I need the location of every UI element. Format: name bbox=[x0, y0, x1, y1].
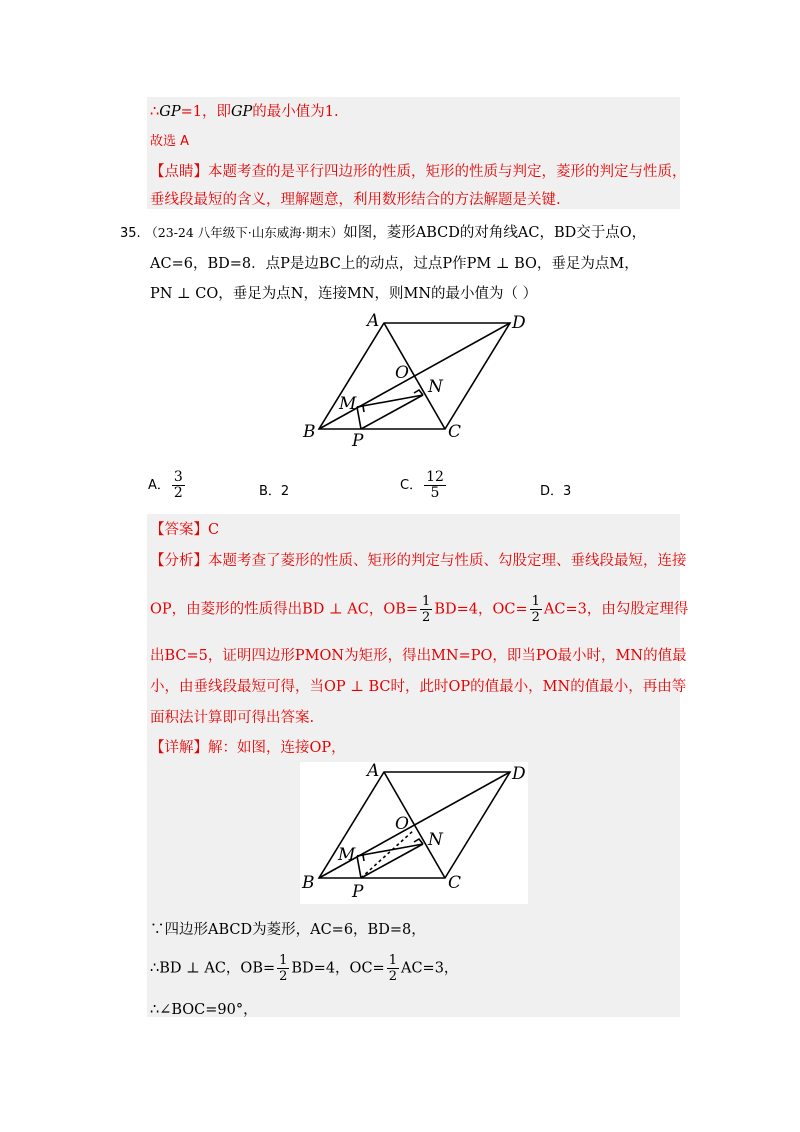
prev-comment-1: 【点睛】本题考查的是平行四边形的性质，矩形的性质与判定，菱形的判定与性质， bbox=[150, 164, 687, 180]
question-number: 35. bbox=[120, 226, 141, 241]
option-b[interactable]: B．2 bbox=[259, 484, 290, 499]
label-A-2: A bbox=[367, 762, 380, 781]
answer-label: 【答案】C bbox=[150, 522, 220, 538]
question-line-1: 35. （23-24 八年级下·山东威海·期末）如图，菱形ABCD的对角线AC，BD交于点O， bbox=[120, 225, 647, 241]
label-M: M bbox=[339, 394, 357, 414]
analysis-line-5: 面积法计算即可得出答案. bbox=[150, 710, 315, 726]
analysis-line-2: OP，由菱形的性质得出BD ⊥ AC，OB= $\frac{1}{2}$ BD=4，OC= $\frac{1}{2}$ AC=3，由勾股定理得 bbox=[150, 594, 689, 625]
label-M-2: M bbox=[338, 845, 356, 865]
label-N: N bbox=[428, 377, 443, 397]
prev-choice: 故选 A bbox=[150, 134, 190, 149]
step-3: ∴∠BOC=90°， bbox=[150, 1002, 258, 1018]
option-a[interactable]: A． $\frac{3}{2}$ bbox=[148, 469, 183, 501]
label-B: B bbox=[303, 422, 316, 442]
label-O-2: O bbox=[395, 814, 409, 834]
analysis-line-1: 【分析】本题考查了菱形的性质、矩形的判定与性质、勾股定理、垂线段最短，连接 bbox=[150, 553, 687, 569]
label-O: O bbox=[395, 363, 409, 383]
rhombus-figure bbox=[295, 308, 535, 453]
rhombus-figure-solution bbox=[300, 762, 528, 904]
label-P-2: P bbox=[352, 882, 364, 902]
analysis-line-3: 出BC=5，证明四边形PMON为矩形，得出MN=PO，即当PO最小时，MN的值最 bbox=[150, 648, 687, 664]
question-source: （23-24 八年级下·山东威海·期末） bbox=[145, 225, 344, 240]
prev-comment-2: 垂线段最短的含义，理解题意，利用数形结合的方法解题是关键. bbox=[150, 192, 561, 208]
detail-line-1: 【详解】解：如图，连接OP， bbox=[150, 740, 346, 756]
step-1: ∵四边形ABCD为菱形，AC=6，BD=8， bbox=[150, 922, 426, 938]
label-N-2: N bbox=[428, 830, 443, 850]
label-C: C bbox=[448, 422, 462, 442]
label-B-2: B bbox=[302, 873, 315, 893]
label-P: P bbox=[352, 431, 364, 451]
option-c[interactable]: C． $\frac{12}{5}$ bbox=[400, 469, 444, 501]
option-d[interactable]: D．3 bbox=[540, 484, 572, 499]
label-D-2: D bbox=[512, 764, 526, 784]
label-D: D bbox=[512, 313, 526, 333]
analysis-line-4: 小，由垂线段最短可得，当OP ⊥ BC时，此时OP的值最小，MN的值最小，再由等 bbox=[150, 679, 687, 695]
step-2: ∴BD ⊥ AC，OB= $\frac{1}{2}$ BD=4，OC= $\frac{1}{2}$ AC=3， bbox=[150, 953, 459, 984]
label-C-2: C bbox=[448, 873, 462, 893]
question-line-2: AC=6，BD=8．点P是边BC上的动点，过点P作PM ⊥ BO，垂足为点M， bbox=[150, 256, 639, 272]
label-A: A bbox=[367, 311, 380, 331]
question-line-3: PN ⊥ CO，垂足为点N，连接MN，则MN的最小值为（ ） bbox=[150, 286, 538, 302]
prev-conclusion: ∴GP=1，即GP的最小值为1. bbox=[150, 104, 339, 120]
